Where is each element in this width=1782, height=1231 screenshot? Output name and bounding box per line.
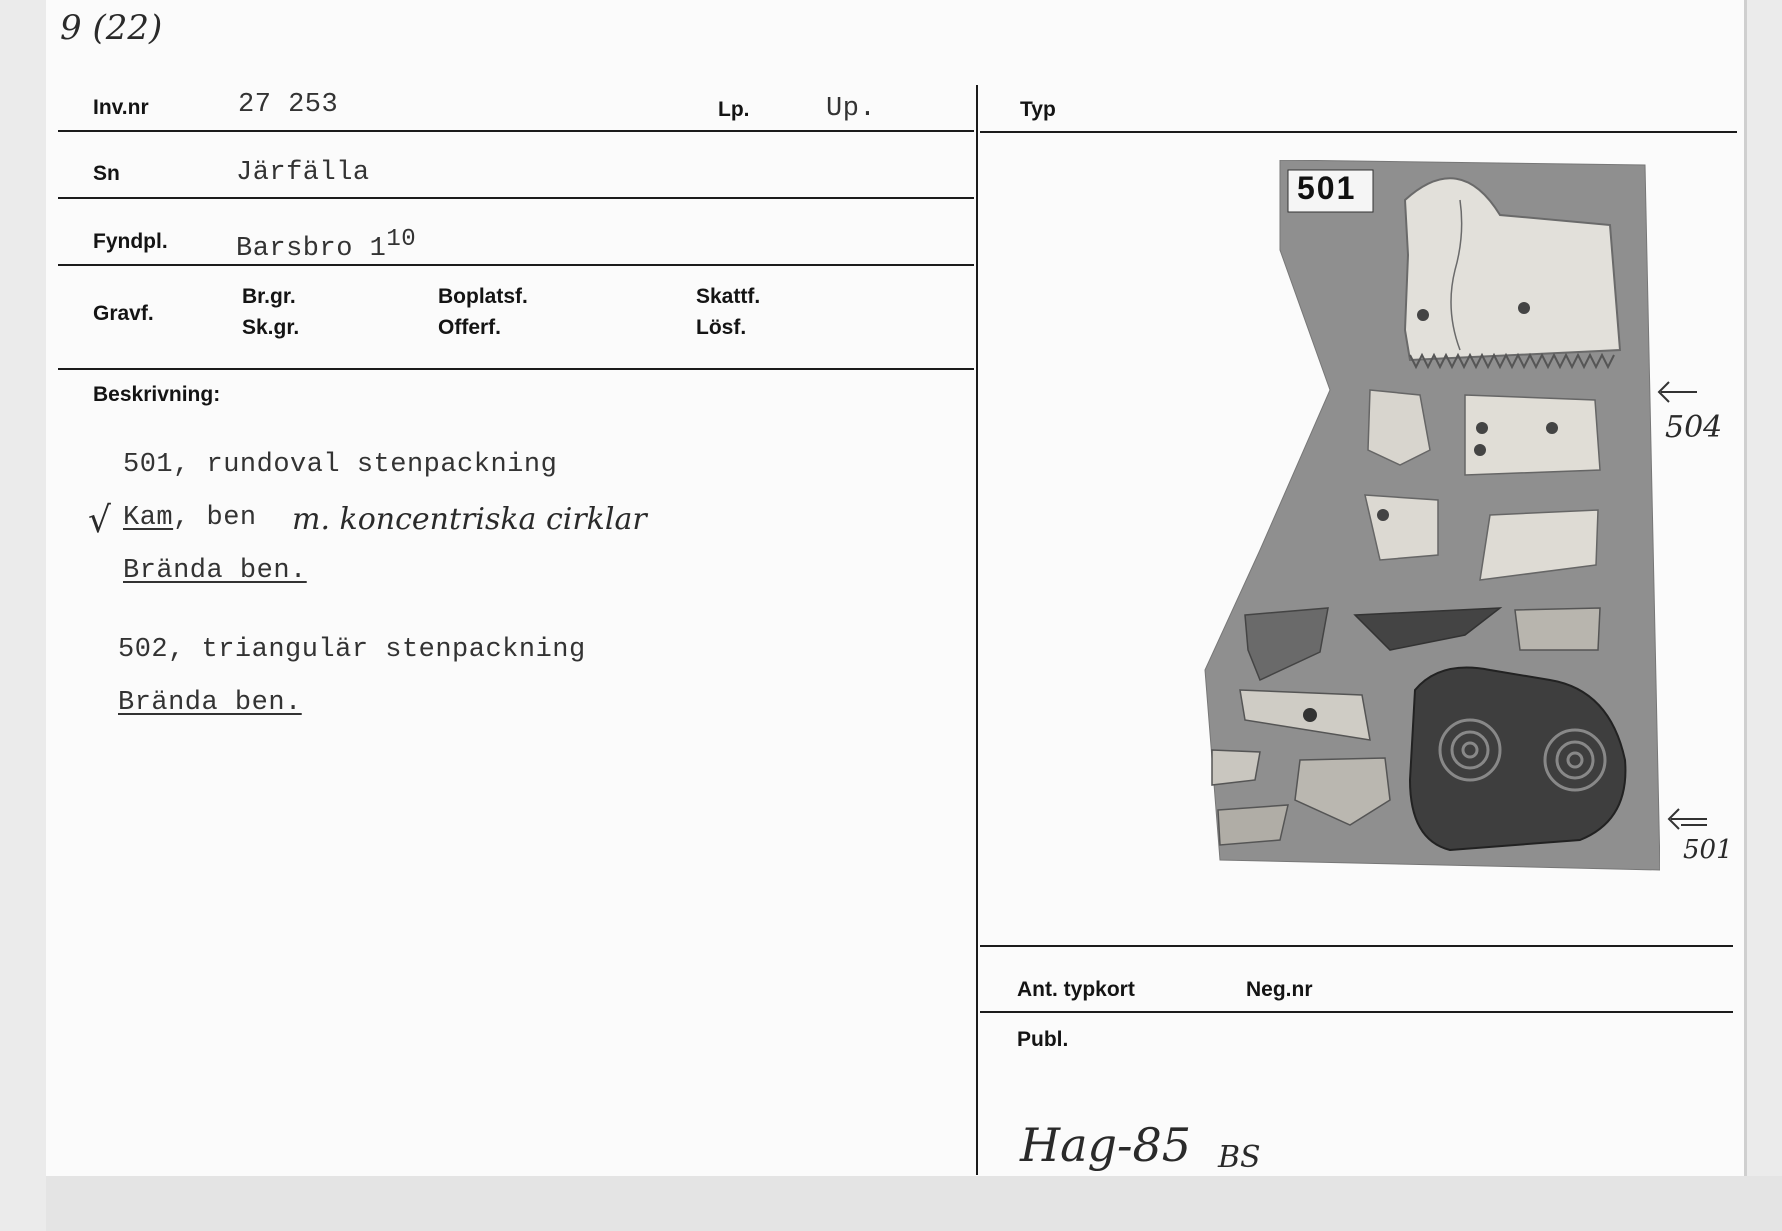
rule-sn — [58, 197, 974, 199]
sk-gr-label: Sk.gr. — [242, 316, 300, 339]
sn-label: Sn — [93, 162, 120, 185]
publ-handwritten: Hag-85 — [1020, 1118, 1192, 1172]
check-mark: √ — [88, 500, 111, 541]
arrow-note-504: 504 — [1665, 410, 1723, 445]
description-line-4: 502, triangulär stenpackning — [118, 635, 586, 665]
photo-label: 501 — [1297, 170, 1357, 206]
offerf-label: Offerf. — [438, 316, 501, 339]
lp-value: Up. — [826, 94, 877, 124]
corner-note: 9 (22) — [60, 8, 163, 48]
neg-nr-label: Neg.nr — [1246, 978, 1313, 1001]
description-line-5: Brända ben. — [118, 688, 302, 718]
typ-label: Typ — [1020, 98, 1056, 121]
publ-initials: BS — [1218, 1140, 1261, 1175]
rule-ant — [980, 945, 1733, 947]
skattf-label: Skattf. — [696, 285, 761, 308]
br-gr-label: Br.gr. — [242, 285, 296, 308]
boplatsf-label: Boplatsf. — [438, 285, 528, 308]
fyndpl-base: Barsbro 1 — [236, 234, 387, 264]
rule-gravf — [58, 368, 974, 370]
fyndpl-sup: 10 — [386, 226, 417, 253]
fyndpl-label: Fyndpl. — [93, 230, 168, 253]
arrow-icon — [1665, 805, 1713, 835]
rule-publ — [980, 1011, 1733, 1013]
description-line-1: 501, rundoval stenpackning — [123, 450, 558, 480]
description-line-2 — [123, 503, 257, 533]
line-2-rest: , ben — [173, 503, 257, 533]
artifact-photo — [1200, 160, 1660, 875]
arrow-note-501: 501 — [1683, 835, 1733, 865]
arrow-icon — [1655, 378, 1703, 408]
card-shadow — [46, 1176, 1782, 1231]
inv-nr-label: Inv.nr — [93, 96, 149, 119]
sn-value: Järfälla — [236, 158, 370, 188]
gravf-label: Gravf. — [93, 302, 154, 325]
rule-inv — [58, 130, 974, 132]
fyndpl-value — [236, 226, 416, 264]
losf-label: Lösf. — [696, 316, 747, 339]
description-line-3: Brända ben. — [123, 556, 307, 586]
rule-fyndpl — [58, 264, 974, 266]
publ-label: Publ. — [1017, 1028, 1069, 1051]
column-divider — [976, 85, 978, 1175]
rule-typ — [980, 131, 1737, 133]
description-handwritten: m. koncentriska cirklar — [292, 502, 647, 537]
lp-label: Lp. — [718, 98, 750, 121]
kam-word: Kam — [123, 503, 174, 533]
inv-nr-value: 27 253 — [238, 90, 339, 120]
beskrivning-label: Beskrivning: — [93, 383, 221, 406]
ant-typkort-label: Ant. typkort — [1017, 978, 1135, 1001]
